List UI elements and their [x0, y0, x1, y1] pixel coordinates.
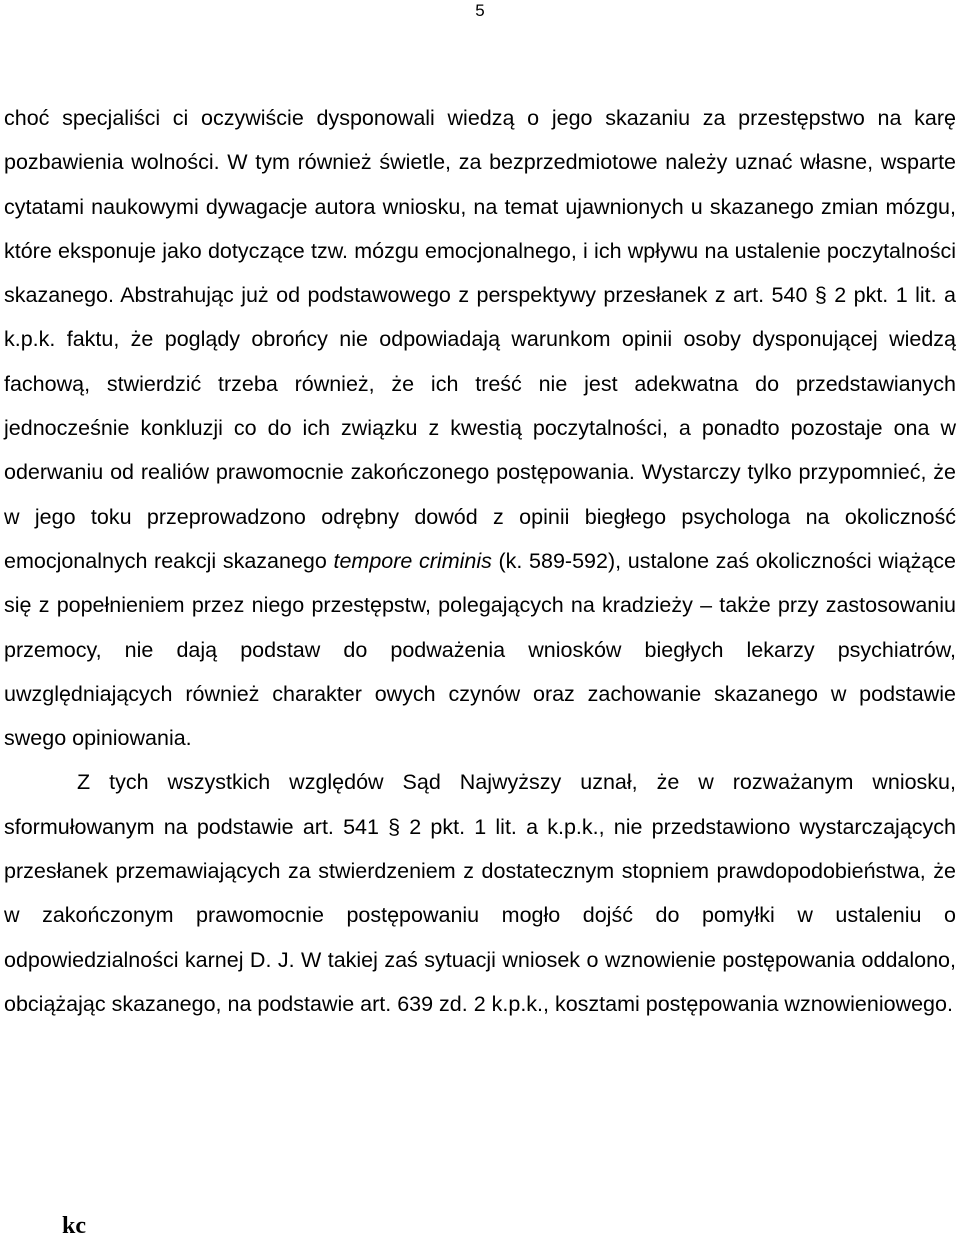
document-body: [4, 96, 956, 1026]
latin-phrase: tempore criminis: [333, 548, 492, 573]
paragraph-1: [4, 96, 956, 760]
paragraph-1-text-start: choć specjaliści ci oczywiście dysponowali wiedzą o jego skazaniu za przestępstwo na karę pozbawienia wolności. W tym również świetle, za bezprzedmiotowe należy uznać własne, wsparte cytatami naukowymi dywagacje autora wniosku, na temat ujawnionych u skazanego zmian mózgu, które eksponuje jako dotyczące tzw. mózgu emocjonalnego, i ich wpływu na ustalenie poczytalności skazanego. Abstrahując już od podstawowego z perspektywy przesłanek z art. 540 § 2 pkt. 1 lit. a k.p.k. faktu, że poglądy obrońcy nie odpowiadają warunkom opinii osoby dysponującej wiedzą fachową, stwierdzić trzeba również, że ich treść nie jest adekwatna do przedstawianych jednocześnie konkluzji co do ich związku z kwestią poczytalności, a ponadto pozostaje ona w oderwaniu od realiów prawomocnie zakończonego postępowania. Wystarczy tylko przypomnieć, że w jego toku przeprowadzono odrębny dowód z opinii biegłego psychologa na okoliczność emocjonalnych reakcji skazanego: [4, 106, 956, 573]
paragraph-2: Z tych wszystkich względów Sąd Najwyższy uznał, że w rozważanym wniosku, sformułowanym na podstawie art. 541 § 2 pkt. 1 lit. a k.p.k., nie przedstawiono wystarczających przesłanek przemawiających za stwierdzeniem z dostatecznym stopniem prawdopodobieństwa, że w zakończonym prawomocnie postępowaniu mogło dojść do pomyłki w ustaleniu o odpowiedzialności karnej D. J. W takiej zaś sytuacji wniosek o wznowienie postępowania oddalono, obciążając skazanego, na podstawie art. 639 zd. 2 k.p.k., kosztami postępowania wznowieniowego.: [4, 770, 956, 1016]
signature-initials: kc: [62, 1213, 86, 1239]
page-number: 5: [475, 1, 485, 20]
paragraph-1-text-end: (k. 589-592), ustalone zaś okoliczności wiążące się z popełnieniem przez niego przestępstw, polegających na kradzieży – także przy zastosowaniu przemocy, nie dają podstaw do podważenia wniosków biegłych lekarzy psychiatrów, uwzględniających również charakter owych czynów oraz zachowanie skazanego w podstawie swego opiniowania.: [4, 548, 957, 751]
